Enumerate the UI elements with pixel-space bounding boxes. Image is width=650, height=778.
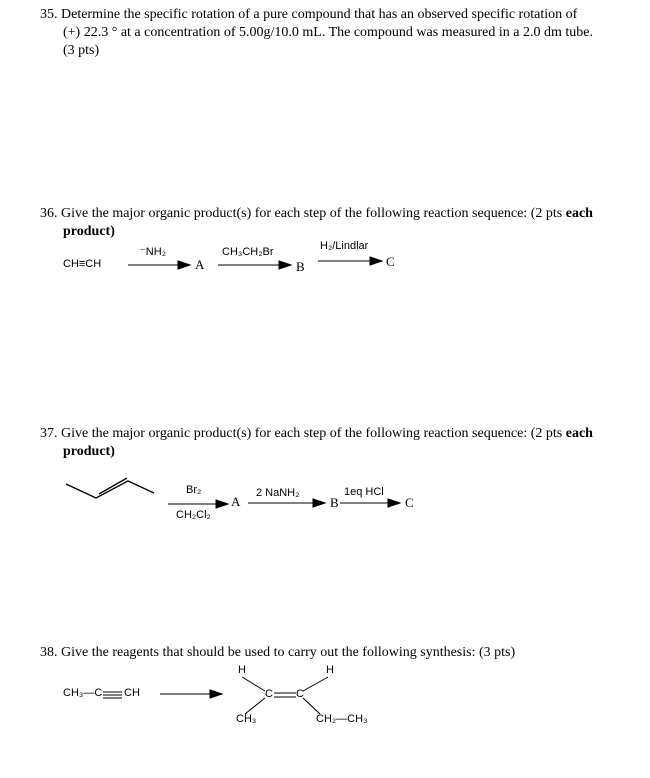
product-b: B: [330, 495, 339, 510]
start-propyne-left: CH₃—C: [63, 687, 103, 699]
question-text-line2: product): [63, 444, 115, 459]
question-number: 36.: [40, 206, 58, 221]
reagent-sodium-amide: 2 NaNH₂: [256, 487, 300, 499]
question-number: 38.: [40, 645, 58, 660]
start-propyne-right: CH: [124, 687, 140, 699]
question-text: Give the major organic product(s) for each step of the following reaction sequence: (2 pts: [61, 426, 566, 441]
product-c: C: [386, 254, 395, 269]
product-c-right: C: [296, 688, 304, 700]
reagent-amide: ⁻NH₂: [140, 246, 166, 258]
product-c: C: [405, 495, 414, 510]
question-text-line2: product): [63, 224, 115, 239]
reagent-ethyl-bromide: CH₃CH₂Br: [222, 246, 274, 258]
q38-triple-bond: [103, 692, 122, 698]
product-ethyl: CH₂—CH₃: [316, 713, 368, 725]
question-text: Give the major organic product(s) for each step of the following reaction sequence: (2 pts: [61, 206, 566, 221]
q37-arrows: [168, 499, 400, 508]
q36-arrows: [128, 257, 382, 269]
question-text-line2: (+) 22.3 ° at a concentration of 5.00g/10.0 mL. The compound was measured in a 2.0 dm tube.: [63, 25, 593, 40]
product-a: A: [231, 494, 241, 509]
emphasis-each: each: [565, 206, 593, 221]
question-text: Give the reagents that should be used to carry out the following synthesis: (3 pts): [61, 645, 516, 660]
product-b: B: [296, 259, 305, 274]
q38-arrow: [160, 690, 222, 698]
q38-product-bonds: [242, 677, 328, 714]
reagent-bromine: Br₂: [186, 484, 202, 496]
product-h-right: H: [326, 664, 334, 676]
points: (3 pts): [63, 43, 100, 58]
product-h-left: H: [238, 664, 246, 676]
product-a: A: [195, 257, 205, 272]
question-text: Determine the specific rotation of a pure compound that has an observed specific rotation of: [61, 7, 578, 22]
product-c-left: C: [265, 688, 273, 700]
question-number: 35.: [40, 7, 58, 22]
start-acetylene: CH≡CH: [63, 258, 102, 270]
reagent-lindlar: H₂/Lindlar: [320, 240, 369, 252]
product-methyl: CH₃: [236, 713, 257, 725]
question-number: 37.: [40, 426, 58, 441]
reagent-dcm: CH₂Cl₂: [176, 509, 211, 521]
q37-alkene-skeleton: [66, 478, 154, 498]
reagent-hcl: 1eq HCl: [344, 486, 384, 498]
emphasis-each: each: [565, 426, 593, 441]
